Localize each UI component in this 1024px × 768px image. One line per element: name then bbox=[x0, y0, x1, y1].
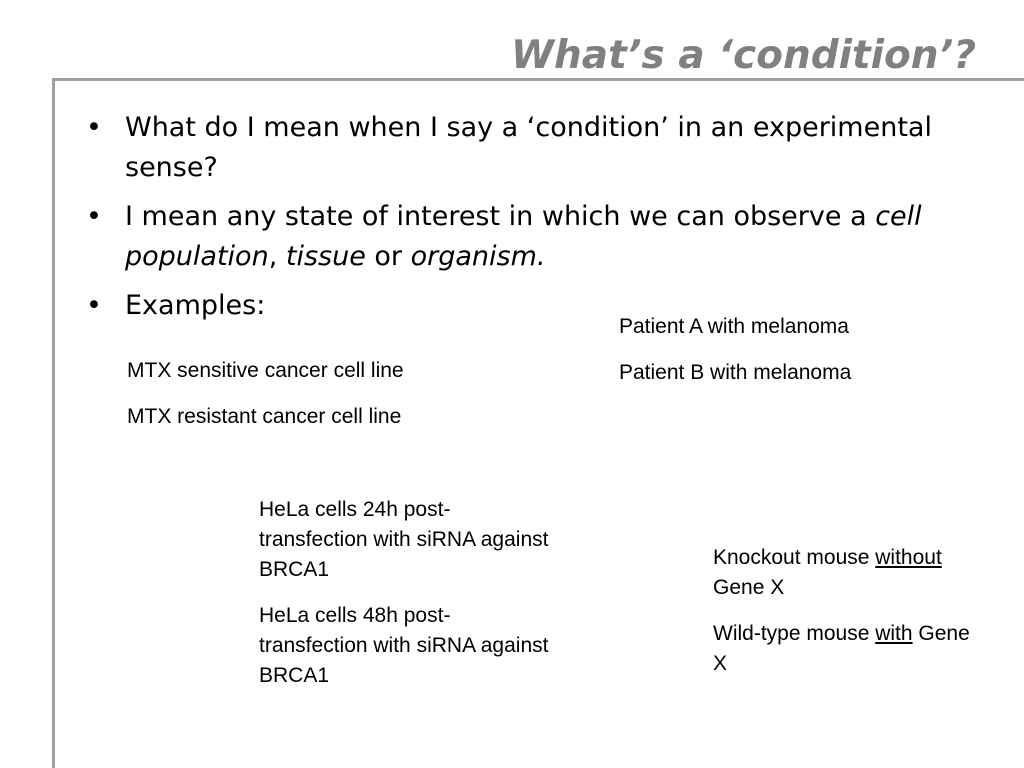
bullet-text-prefix: I mean any state of interest in which we can observe a bbox=[125, 201, 876, 232]
example-group-mouse bbox=[713, 543, 975, 695]
frame-top-line bbox=[52, 78, 1024, 81]
example-item-wildtype bbox=[713, 619, 975, 679]
emphasis-with: with bbox=[875, 622, 913, 645]
example-text: Wild-type mouse bbox=[713, 622, 876, 645]
bullet-marker: • bbox=[86, 290, 102, 321]
example-text: Gene X bbox=[713, 622, 970, 675]
bullet-marker: • bbox=[86, 112, 102, 143]
slide-title: What’s a ‘condition’? bbox=[510, 33, 976, 78]
bullet-text: Examples: bbox=[125, 290, 266, 321]
bullet-item-definition bbox=[86, 197, 986, 277]
bullet-list bbox=[86, 108, 986, 335]
term-join: or bbox=[365, 241, 411, 272]
example-text: Gene X bbox=[713, 576, 785, 599]
frame-left-line bbox=[52, 78, 55, 768]
example-group-mtx bbox=[127, 356, 507, 448]
example-item: MTX sensitive cancer cell line bbox=[127, 359, 404, 382]
bullet-marker: • bbox=[86, 201, 102, 232]
bullet-text: What do I mean when I say a ‘condition’ in an experimental sense? bbox=[125, 112, 932, 183]
term-organism: organism. bbox=[410, 241, 546, 272]
example-item: MTX resistant cancer cell line bbox=[127, 405, 402, 428]
example-group-patients bbox=[619, 312, 949, 404]
term-separator: , bbox=[268, 241, 286, 272]
bullet-item-condition-question bbox=[86, 108, 986, 188]
example-item: Patient B with melanoma bbox=[619, 361, 852, 384]
emphasis-without: without bbox=[875, 546, 942, 569]
example-item: HeLa cells 48h post-transfection with siRNA against BRCA1 bbox=[259, 604, 549, 687]
example-group-hela bbox=[259, 495, 551, 707]
example-item-knockout bbox=[713, 543, 975, 603]
example-text: Knockout mouse bbox=[713, 546, 876, 569]
example-item: HeLa cells 24h post-transfection with siRNA against BRCA1 bbox=[259, 498, 549, 581]
term-cell-population: cell population bbox=[125, 201, 922, 272]
example-item: Patient A with melanoma bbox=[619, 315, 849, 338]
term-tissue: tissue bbox=[285, 241, 366, 272]
